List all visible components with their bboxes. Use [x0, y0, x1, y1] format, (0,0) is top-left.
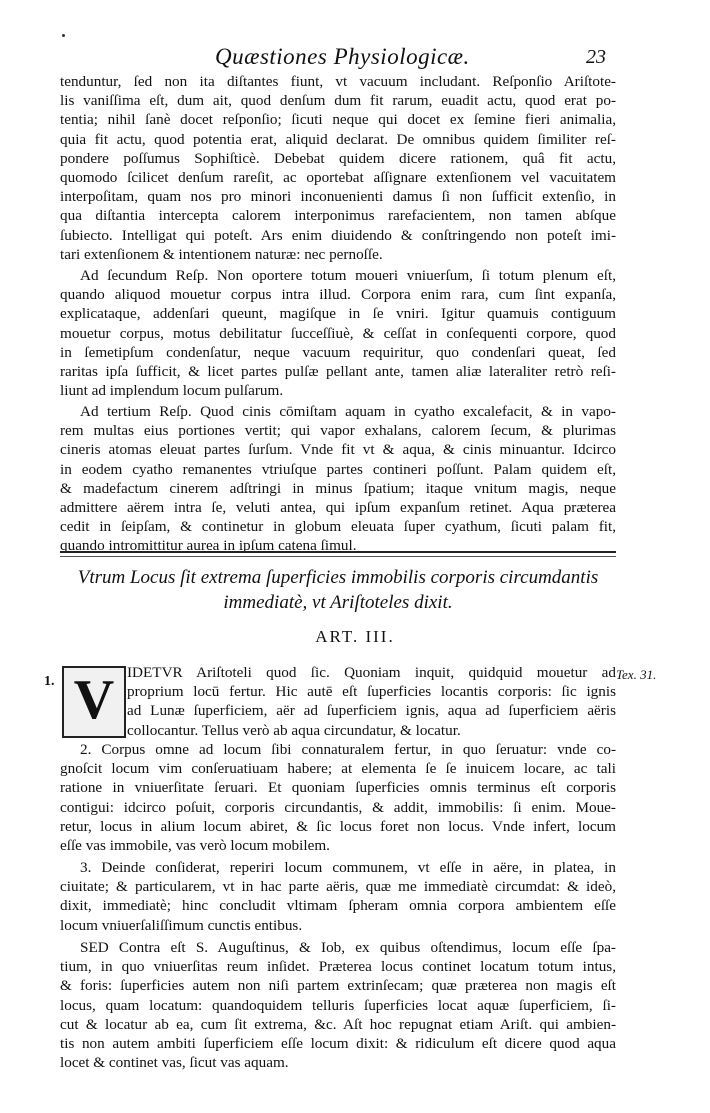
text-line: quomodo ſcilicet denſum rareſit, ac oportebat aſſignare extenſionem vel vacuitatem [60, 169, 616, 187]
text-line: retur, locus in alium locum abiret, & ſic locus foret non locus. Vnde infert, locum [60, 817, 616, 835]
paragraph-5 [60, 740, 616, 855]
text-line: cut & locatur ab ea, cum ſit extrema, &c. Aſt hoc repugnat etiam Ariſt. qui ambien- [60, 1015, 616, 1033]
text-line: tentia; nihil ſanè docet reſponſio; ſicuti neque qui docet ex ſemine fieri animalia, [60, 111, 616, 129]
paragraph-6 [60, 858, 616, 935]
text-line: locum vniuerſaliſſimum cunctis entibus. [60, 916, 303, 934]
text-line: ad Lunæ ſuperficiem, aër ad ſuperficiem ignis, aqua ad ſuperficiem aëris [127, 702, 616, 720]
running-title: Quæstiones Physiologicæ. [215, 44, 470, 69]
text-line: locet & continet vas, ſicut vas aquam. [60, 1054, 289, 1072]
text-line: IDETVR Ariſtoteli quod ſic. Quoniam inquit, quidquid mouetur ad [127, 664, 616, 681]
text-line: qua diſtantia intercepta calorem interponimus rarefacientem, non tamen abſque [60, 207, 616, 225]
drop-cap-letter: V [73, 669, 115, 731]
text-line: tium, in quo vniuerſitas reum inſidet. Præterea locus continet locatum totum intus, [60, 958, 616, 976]
text-line: contigui: idcirco poſuit, corporis circundantis, & addit, immobilis: ſi enim. Moue- [60, 798, 616, 816]
text-line: interpoſitam, quam nos pro minori inconuenienti damus ſi non ſufficit extenſio, in [60, 188, 616, 206]
paragraph-2 [60, 266, 616, 400]
text-line: explicataque, addenſari queunt, magiſque in ſe vniri. Igitur quamuis contiguum [60, 305, 616, 323]
text-line: 3. Deinde conſiderat, reperiri locum communem, vt eſſe in aëre, in platea, in [80, 859, 616, 876]
text-line: tari extenſionem & intentionem naturæ: nec pernoſſe. [60, 245, 383, 263]
text-line: proprium locū fertur. Hic autē eſt ſuperficies locantis corporis: ſic ignis [127, 683, 616, 701]
ink-speck [62, 34, 65, 37]
text-line: in ſemetipſum condenſatur, neque vacuum requiritur, quo condenſari queat, ſed [60, 343, 616, 361]
text-line: raritas ipſa ſufficit, & licet partes pulſæ pellant ante, tamen aliæ lateraliter retrò reſi- [60, 363, 616, 381]
text-line: tenduntur, ſed non ita diſtantes fiunt, vt vacuum includant. Reſponſio Ariſtote- [60, 73, 616, 90]
paragraph-7 [60, 938, 616, 1072]
text-line: admittere aërem intra ſe, veluti antea, qui ipſum expanſum retinet. Aqua præterea [60, 499, 616, 517]
text-line: locus, quam locatum: quandoquidem telluris ſuperficies locat aquæ ſuperficiem, ſi- [60, 996, 616, 1014]
text-line: liunt ad implendum locum pulſarum. [60, 382, 284, 400]
text-line: lis vaniſſima eſt, dum ait, quod denſum dum fit rarum, euadit actu, quod erat po- [60, 92, 616, 110]
paragraph-number: 1. [44, 674, 55, 689]
text-line: ciuitate; & particularem, vt in hac parte aëris, quæ me immediatè circumdat: & ideò, [60, 878, 616, 896]
paragraph-4 [127, 663, 616, 740]
section-rule-thin [60, 556, 616, 557]
running-head [0, 44, 710, 74]
text-line: ratione in vniuerſitate ſeruari. Et quoniam ſuperficies omnis terminus eſt corporis [60, 779, 616, 797]
text-line: mouetur corpus, motus debilitatur ſucceſſiuè, & ceſſat in conſequenti corpore, quod [60, 324, 616, 342]
text-line: quia fit actu, quod potentia erat, aliquid declarat. De omnibus quidem ſimiliter reſ- [60, 130, 616, 148]
section-heading [60, 565, 616, 615]
page-number: 23 [586, 46, 606, 68]
text-line: rem multas eius portiones vertit; qui vapor exhalans, calorem ſecum, & plurimas [60, 422, 616, 440]
text-line: quando intromittitur aurea in ipſum catena ſimul. [60, 537, 357, 555]
text-line: pondere poſſumus Sophiſticè. Debebat quidem dicere rationem, quâ fit actu, [60, 149, 616, 167]
text-line: eſſe vas immobile, vas verò locum mobilem. [60, 837, 330, 855]
decorated-initial [62, 666, 126, 738]
section-rule [60, 551, 616, 553]
text-line: quando aliquod mouetur corpus intra illud. Corpora enim rara, cum ſint expanſa, [60, 286, 616, 304]
heading-line: Vtrum Locus ſit extrema ſuperficies immobilis corporis circumdantis [77, 567, 599, 588]
text-line: dixit, immediatè; hinc concludit vltimam ſpheram omnia corpora ambientem eſſe [60, 897, 616, 915]
article-label: ART. III. [315, 627, 395, 646]
text-line: in eodem cyatho remanentes vtriuſque partes contineri poſſunt. Palam quidem eſt, [60, 460, 616, 478]
text-line: Ad tertium Reſp. Quod cinis cōmiſtam aquam in cyatho excalefacit, & in vapo- [80, 403, 616, 420]
text-line: gnoſcit locum vim conſeruatiuam habere; at elementa ſe ſe inuicem locare, ac tali [60, 760, 616, 778]
paragraph-3 [60, 402, 616, 556]
text-line: ſubiecto. Intelligat qui poteſt. Ars enim diuidendo & conſtringendo non poteſt imi- [60, 226, 616, 244]
margin-note: Tex. 31. [616, 667, 657, 682]
text-line: SED Contra eſt S. Auguſtinus, & Iob, ex quibus oſtendimus, locum eſſe ſpa- [80, 939, 616, 956]
text-line: cineris atomas eleuat partes ſurſum. Vnde fit vt & aqua, & cinis minuantur. Idcirco [60, 441, 616, 459]
paragraph-1 [60, 72, 616, 264]
heading-line: immediatè, vt Ariſtoteles dixit. [223, 592, 453, 613]
text-line: Ad ſecundum Reſp. Non oportere totum moueri vniuerſum, ſi totum plenum eſt, [80, 267, 616, 284]
text-line: & madefactum cinerem adſtringi in minus ſpatium; itaque vnitum magis, neque [60, 479, 616, 497]
text-line: & foris: ſuperficies autem non niſi partem extrinſecam; quæ præterea non magis eſt [60, 977, 616, 995]
text-line: cedit in ſeipſam, & continetur in globum eleuata ſuper cyathum, ſicuti palam fit, [60, 518, 616, 536]
text-line: tis non autem ambiti ſuperficiem eſſe locum dixit: & ridiculum eſt dicere quod aqua [60, 1035, 616, 1053]
text-line: collocantur. Tellus verò ab aqua circundatur, & locatur. [127, 721, 461, 739]
text-line: 2. Corpus omne ad locum ſibi connaturalem fertur, in quo ſeruatur: vnde co- [80, 741, 616, 758]
